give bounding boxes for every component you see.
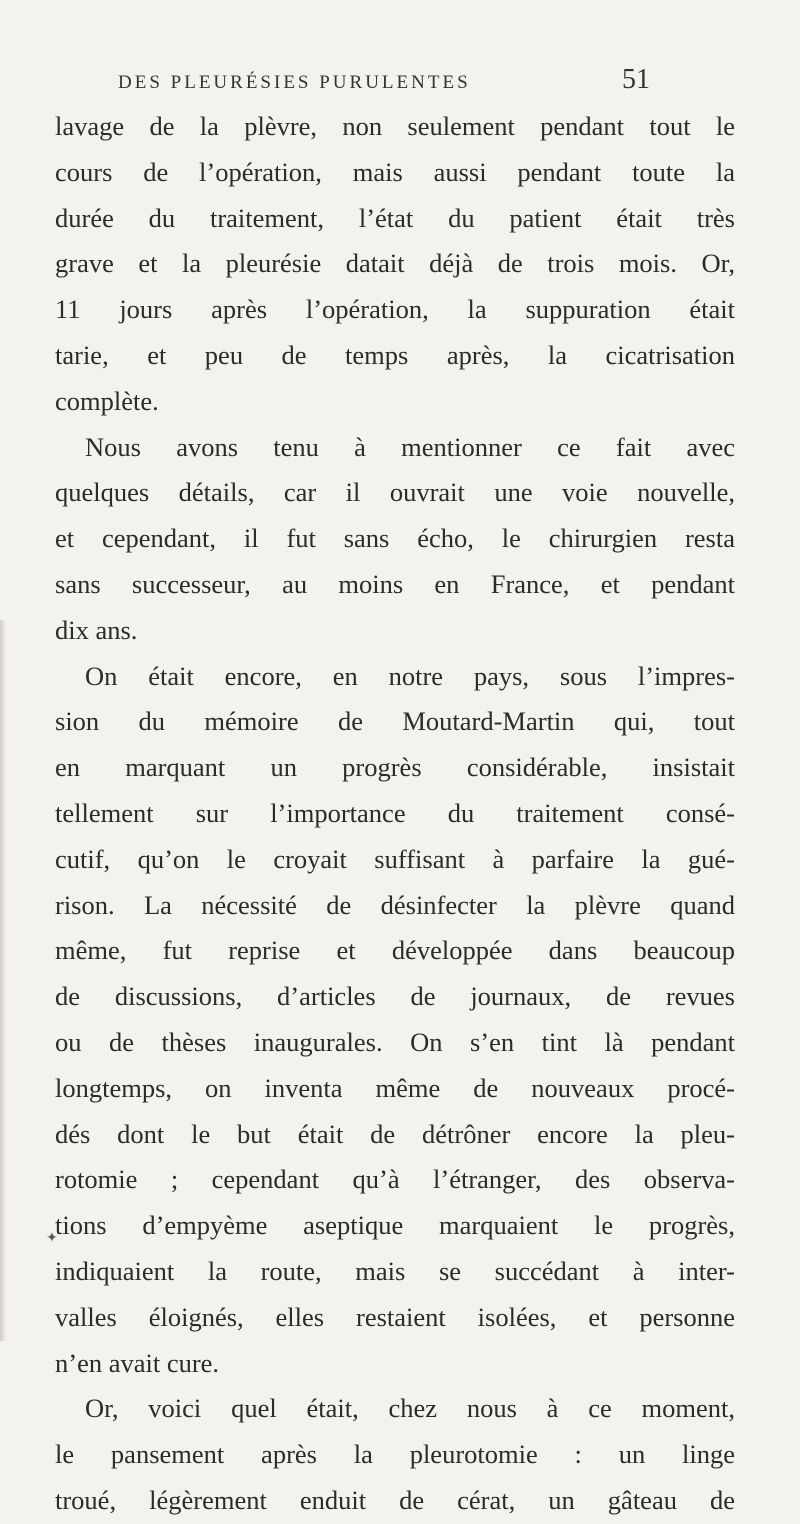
page-header <box>100 62 720 102</box>
text-line: On était encore, en notre pays, sous l’impres- <box>85 660 735 691</box>
margin-mark-icon: ✦ <box>46 1231 58 1246</box>
text-line: tarie, et peu de temps après, la cicatrisation <box>55 339 735 370</box>
text-line: grave et la pleurésie datait déjà de trois mois. Or, <box>55 248 735 279</box>
text-line: valles éloignés, elles restaient isolées, et personne <box>55 1301 735 1332</box>
text-line: n’en avait cure. <box>55 1347 220 1378</box>
text-line: dés dont le but était de détrôner encore la pleu- <box>55 1118 735 1149</box>
page-number: 51 <box>622 64 650 95</box>
page-gutter-shadow <box>0 620 6 1341</box>
text-line: même, fut reprise et développée dans beaucoup <box>55 935 735 966</box>
body-text <box>55 104 735 1524</box>
text-line: sans successeur, au moins en France, et pendant <box>55 568 735 599</box>
text-line: Or, voici quel était, chez nous à ce moment, <box>85 1393 735 1424</box>
text-line: de discussions, d’articles de journaux, de revues <box>55 981 735 1012</box>
text-line: ou de thèses inaugurales. On s’en tint là pendant <box>55 1026 735 1057</box>
text-line: en marquant un progrès considérable, insistait <box>55 752 735 783</box>
text-line: dix ans. <box>55 614 138 645</box>
text-line: indiquaient la route, mais se succédant à inter- <box>55 1255 735 1286</box>
text-line: 11 jours après l’opération, la suppuration était <box>55 294 735 325</box>
text-line: tions d’empyème aseptique marquaient le progrès, <box>55 1210 735 1241</box>
text-line: durée du traitement, l’état du patient était très <box>55 202 735 233</box>
text-line: complète. <box>55 385 159 416</box>
text-line: longtemps, on inventa même de nouveaux procé- <box>55 1072 735 1103</box>
text-line: sion du mémoire de Moutard-Martin qui, tout <box>55 706 735 737</box>
text-line: lavage de la plèvre, non seulement pendant tout le <box>55 111 735 141</box>
running-title: DES PLEURÉSIES PURULENTES <box>118 72 471 93</box>
text-line: troué, légèrement enduit de cérat, un gâteau de <box>55 1484 735 1515</box>
text-line: tellement sur l’importance du traitement consé- <box>55 797 735 828</box>
text-line: cutif, qu’on le croyait suffisant à parfaire la gué- <box>55 843 735 874</box>
text-line: et cependant, il fut sans écho, le chirurgien resta <box>55 523 735 554</box>
text-line: le pansement après la pleurotomie : un linge <box>55 1439 735 1470</box>
text-line: Nous avons tenu à mentionner ce fait avec <box>85 431 735 462</box>
text-line: quelques détails, car il ouvrait une voie nouvelle, <box>55 477 735 508</box>
text-line: rotomie ; cependant qu’à l’étranger, des observa- <box>55 1164 735 1195</box>
text-line: rison. La nécessité de désinfecter la plèvre quand <box>55 889 735 920</box>
text-line: cours de l’opération, mais aussi pendant toute la <box>55 156 735 187</box>
